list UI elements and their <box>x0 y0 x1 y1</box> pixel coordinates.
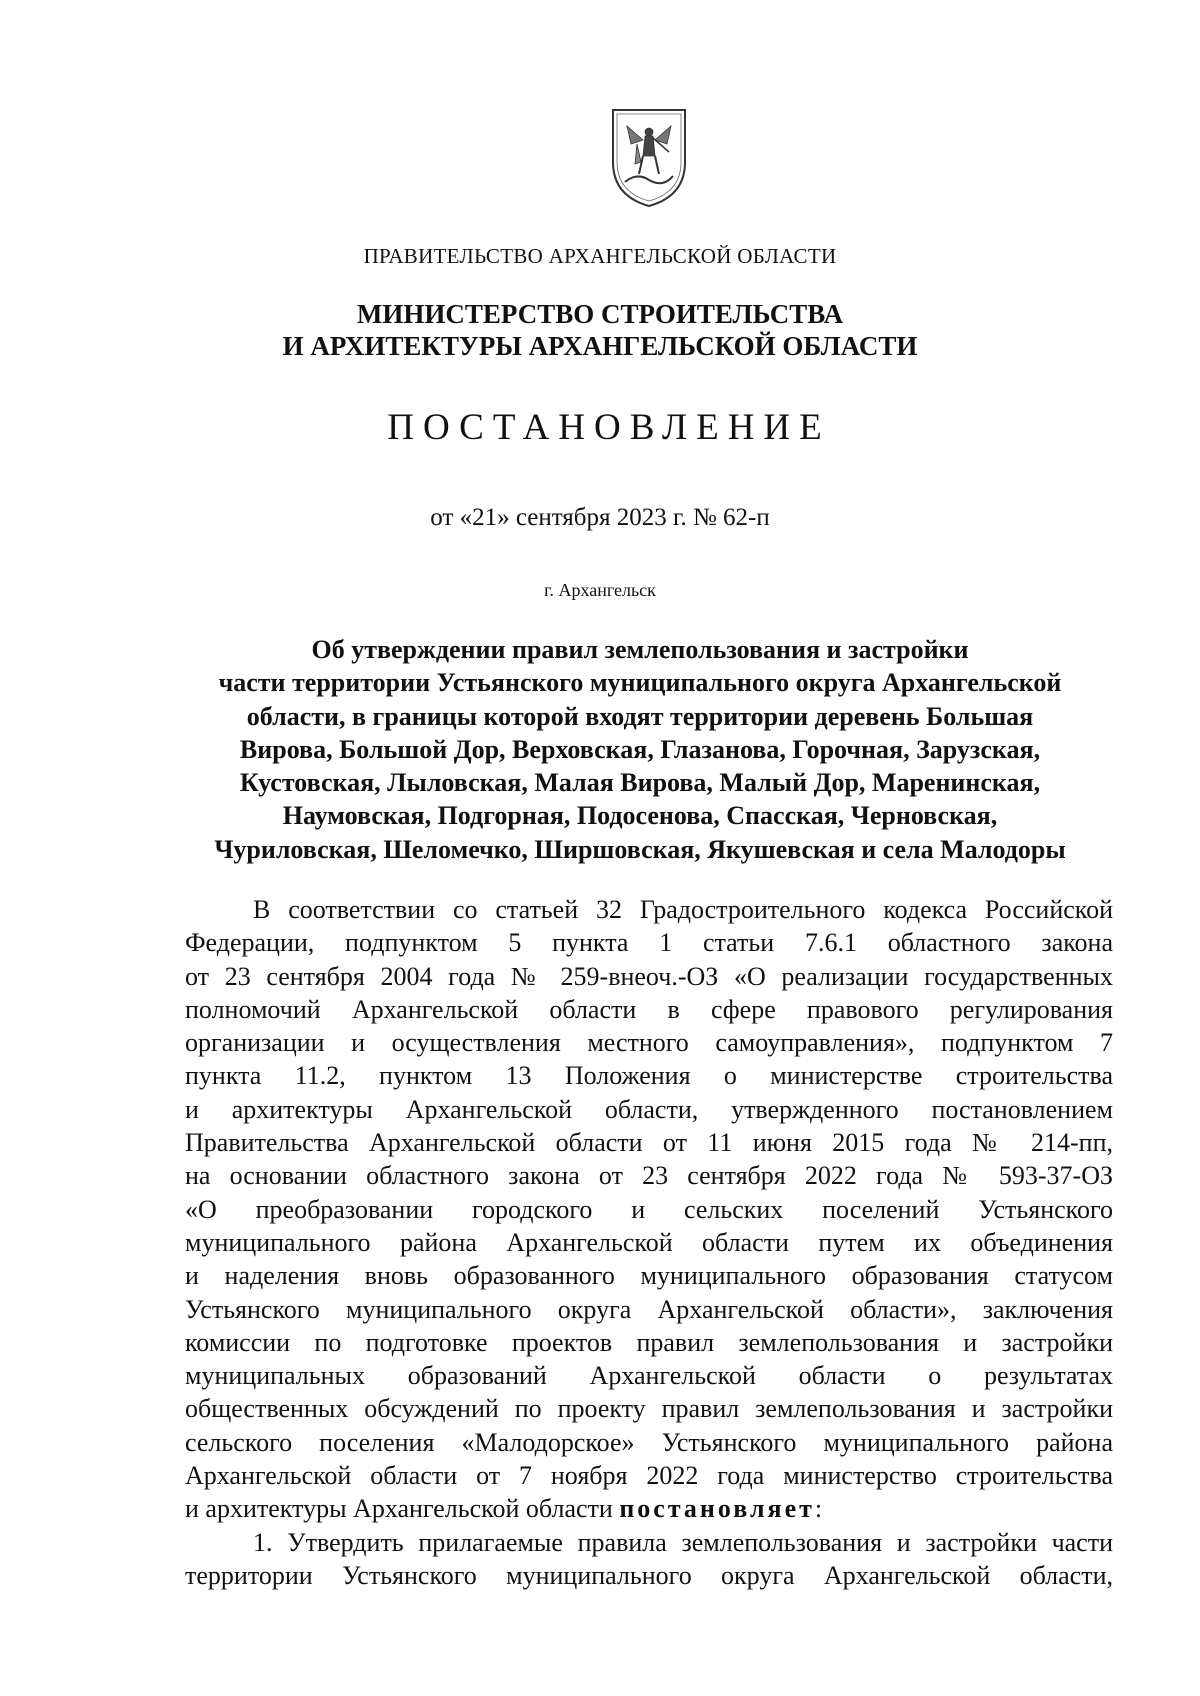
title-line: Вирова, Большой Дор, Верховская, Глазанова, Горочная, Зарузская, <box>239 734 1041 764</box>
body-line: и архитектуры Архангельской области, утвержденного постановлением <box>185 1094 1113 1124</box>
body-line: организации и осуществления местного самоуправления», подпунктом 7 <box>185 1028 1113 1058</box>
document-date-number: от «21» сентября 2023 г. № 62-п <box>430 504 770 531</box>
resolve-word: постановляет <box>619 1494 815 1524</box>
coat-of-arms-emblem <box>607 104 691 210</box>
ministry-name-line-2: И АРХИТЕКТУРЫ АРХАНГЕЛЬСКОЙ ОБЛАСТИ <box>282 331 918 361</box>
body-line: общественных обсуждений по проекту правил землепользования и застройки <box>185 1394 1113 1424</box>
body-line: муниципального района Архангельской области путем их объединения <box>185 1227 1113 1257</box>
body-line: В соответствии со статьей 32 Градостроительного кодекса Российской <box>253 895 1113 924</box>
body-line: на основании областного закона от 23 сентября 2022 года № 593-37-ОЗ <box>185 1161 1113 1191</box>
document-type: ПОСТАНОВЛЕНИЕ <box>387 407 831 448</box>
body-line: «О преобразовании городского и сельских поселений Устьянского <box>185 1194 1113 1224</box>
item-1-line: территории Устьянского муниципального округа Архангельской области, <box>185 1560 1113 1590</box>
title-line: Об утверждении правил землепользования и застройки <box>311 635 969 664</box>
title-line: Наумовская, Подгорная, Подосенова, Спасская, Черновская, <box>282 801 998 831</box>
ministry-name-line-1: МИНИСТЕРСТВО СТРОИТЕЛЬСТВА <box>356 299 844 329</box>
document-title <box>160 633 1120 866</box>
body-line: и наделения вновь образованного муниципального образования статусом <box>185 1261 1113 1291</box>
ministry-name <box>0 298 1200 362</box>
body-line: Правительства Архангельской области от 11 июня 2015 года № 214-пп, <box>185 1128 1113 1158</box>
resolve-line-text: и архитектуры Архангельской области <box>185 1494 620 1524</box>
resolve-line <box>185 1492 1113 1525</box>
document-body <box>185 893 1113 1592</box>
body-line: муниципальных образований Архангельской области о результатах <box>185 1361 1113 1391</box>
item-1-line: 1. Утвердить прилагаемые правила землепользования и застройки части <box>253 1527 1113 1557</box>
resolve-colon: : <box>814 1494 823 1524</box>
body-line: Федерации, подпунктом 5 пункта 1 статьи 7.6.1 областного закона <box>185 928 1113 958</box>
body-line: Устьянского муниципального округа Архангельской области», заключения <box>185 1294 1113 1324</box>
body-line: сельского поселения «Малодорское» Устьянского муниципального района <box>185 1427 1113 1457</box>
title-line: Чуриловская, Шеломечко, Ширшовская, Якушевская и села Малодоры <box>214 834 1066 864</box>
body-line: комиссии по подготовке проектов правил землепользования и застройки <box>185 1327 1113 1357</box>
title-line: Кустовская, Лыловская, Малая Вирова, Малый Дор, Маренинская, <box>239 768 1041 798</box>
body-line: от 23 сентября 2004 года № 259-внеоч.-ОЗ «О реализации государственных <box>185 961 1113 991</box>
government-name: ПРАВИТЕЛЬСТВО АРХАНГЕЛЬСКОЙ ОБЛАСТИ <box>363 244 837 268</box>
city-name: г. Архангельск <box>544 580 656 600</box>
body-line: Архангельской области от 7 ноября 2022 года министерство строительства <box>185 1461 1113 1491</box>
title-line: области, в границы которой входят территории деревень Большая <box>246 701 1034 731</box>
body-line: пункта 11.2, пунктом 13 Положения о министерстве строительства <box>185 1061 1113 1091</box>
body-line: полномочий Архангельской области в сфере правового регулирования <box>185 994 1113 1024</box>
title-line: части территории Устьянского муниципального округа Архангельской <box>218 668 1062 698</box>
